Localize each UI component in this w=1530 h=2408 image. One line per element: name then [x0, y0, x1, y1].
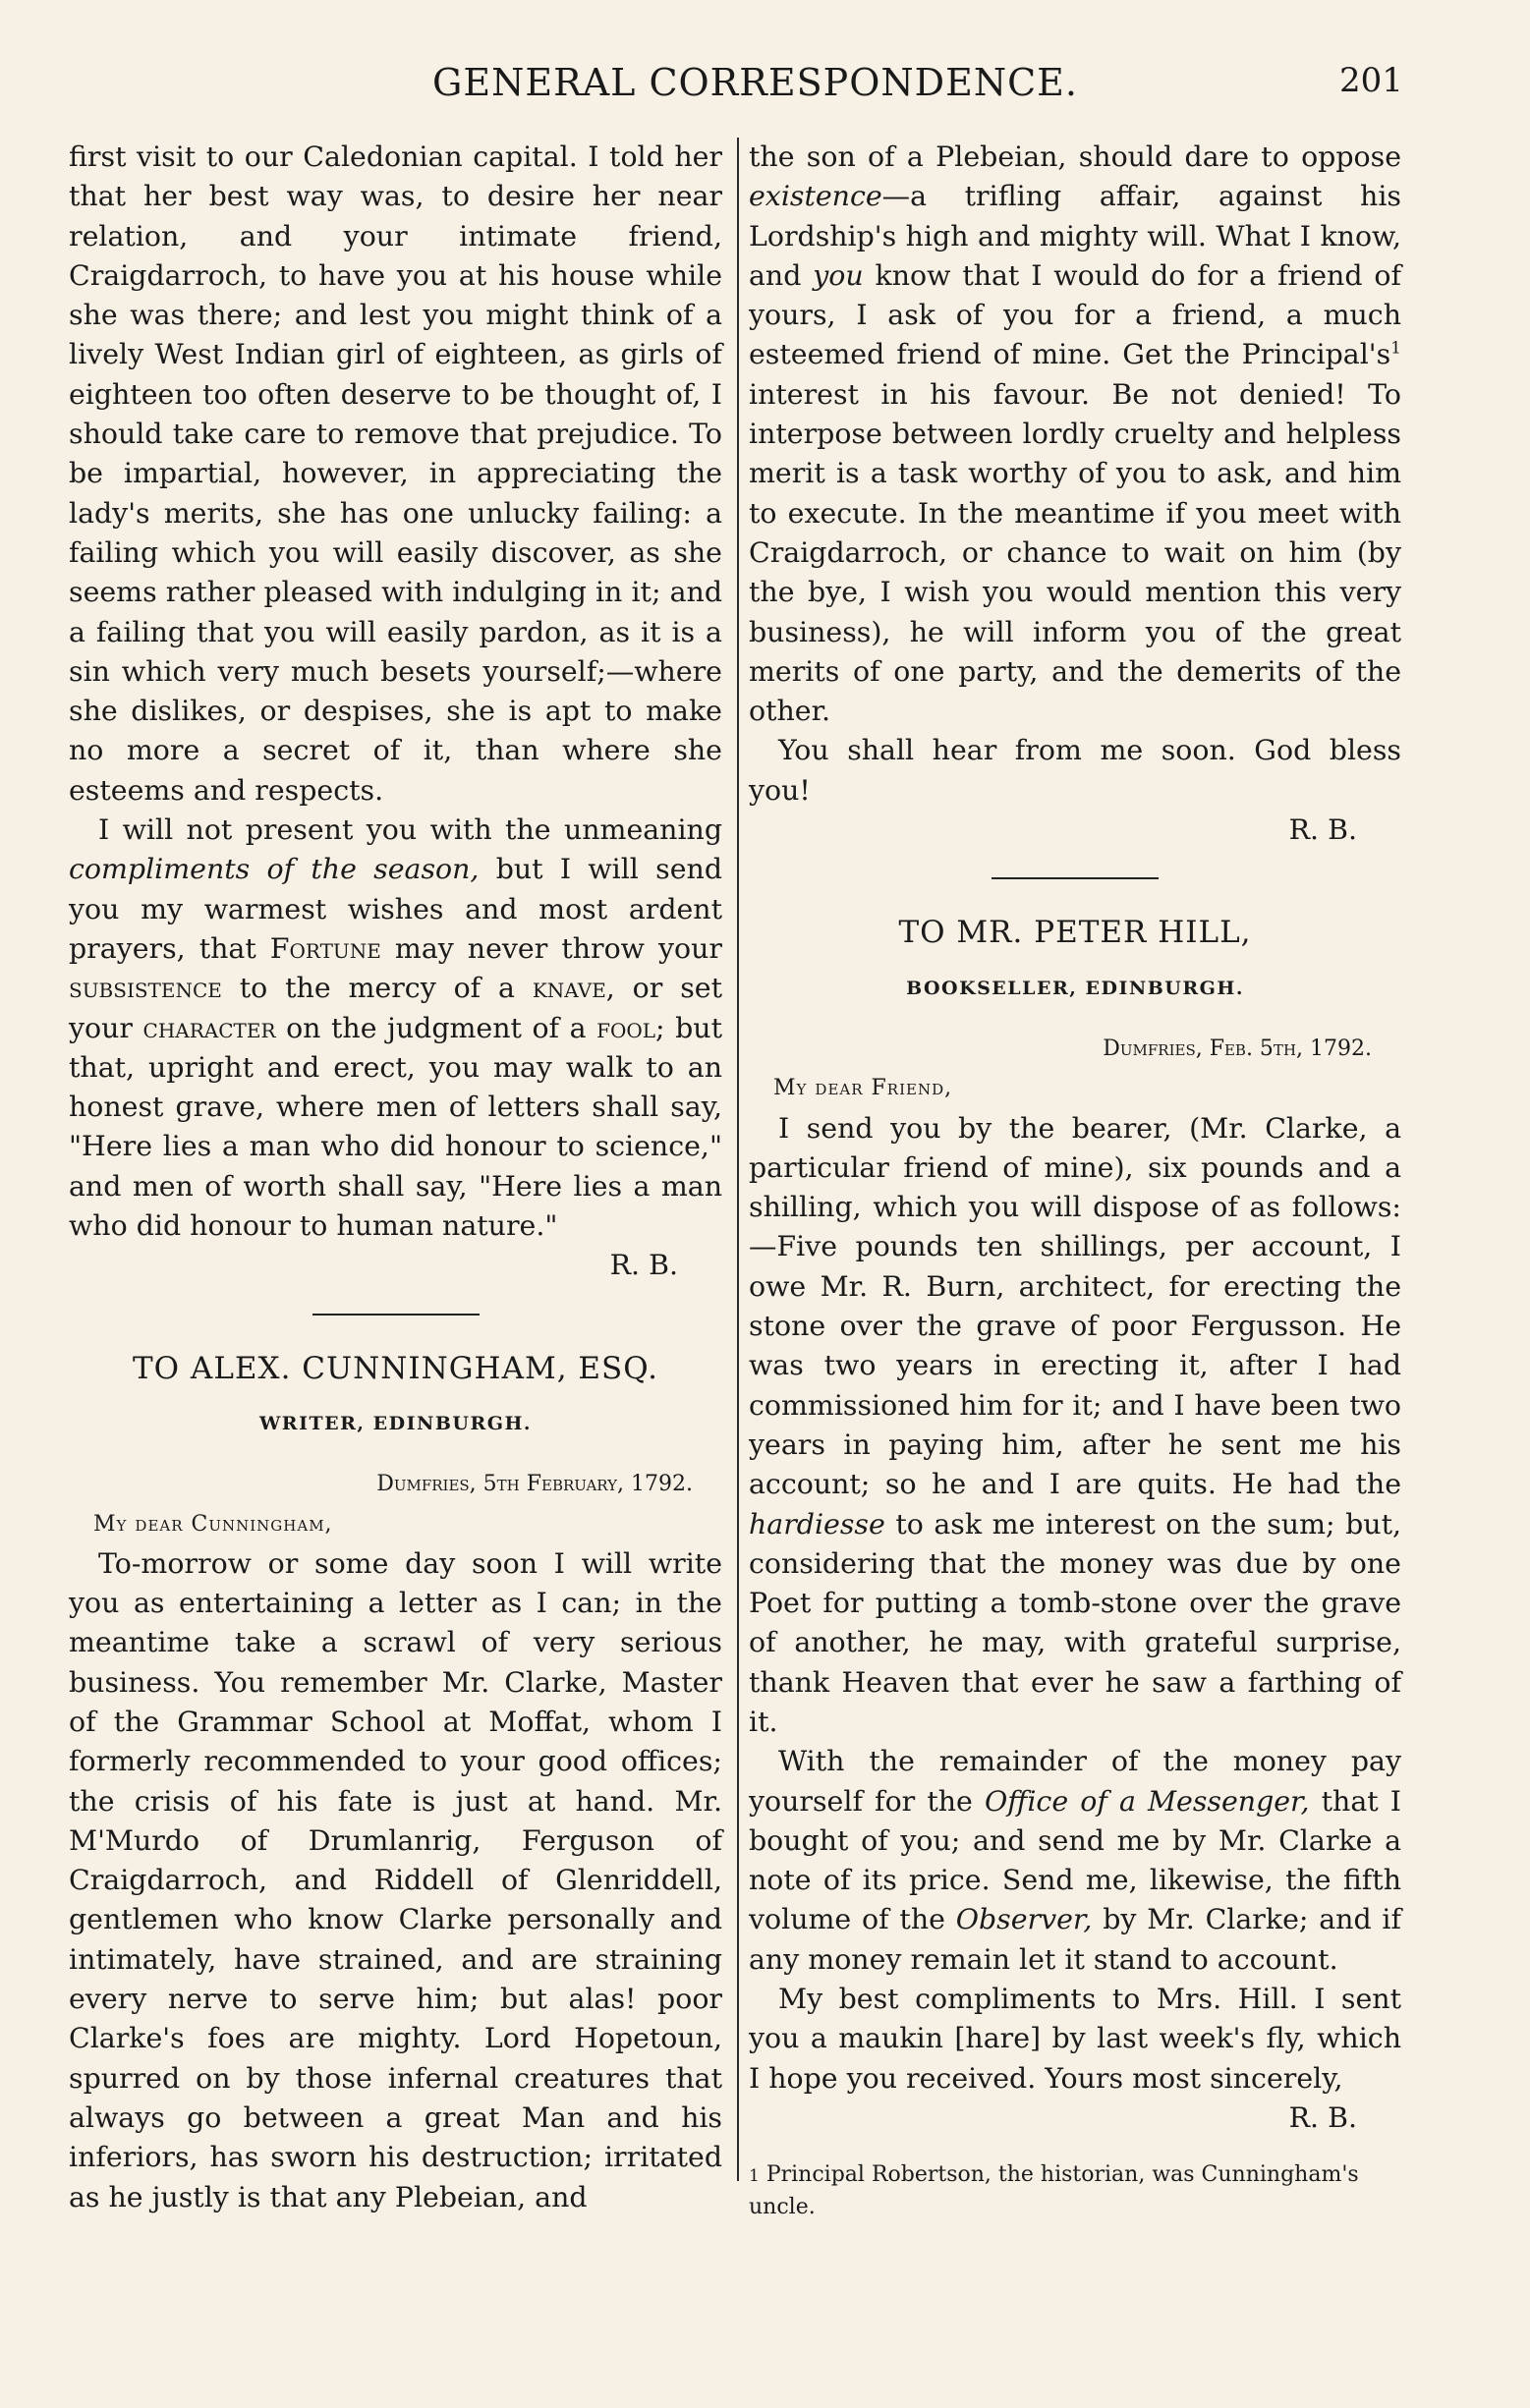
letter-subheading: WRITER, EDINBURGH. [258, 1412, 533, 1434]
letter-body: To-morrow or some day soon I will write you as entertaining a letter as I can; in the meantime take a scrawl of very serious business. You remember Mr. Clarke, Master of the Grammar School at Moffat, whom I formerly recommended to your good offices; the crisis of his fate is just at hand. Mr. M'Murdo of Drumlanrig, Ferguson of Craigdarroch, and Riddell of Glenriddell, gentlemen who know Clarke personally and intimately, have strained, and are straining every nerve to serve him; but alas! poor Clarke's foes are mighty. Lord Hopetoun, spurred on by those infernal creatures that always go between a great Man and his inferiors, has sworn his destruction; irritated as he justly is that any Plebeian, and [69, 1546, 722, 2213]
letter-salutation: My dear Friend, [773, 1076, 953, 1101]
page-number: 201 [1339, 61, 1403, 100]
letter-paragraph: I send you by the bearer, (Mr. Clarke, a particular friend of mine), six pounds and a shilling, which you will dispose of as follows: —Five pounds ten shillings, per account, I owe Mr. R. Burn, architect, for erecting the stone over the grave of poor Fergusson. He was two years in erecting it, after I had commissioned him for it; and I have been two years in paying him, after he sent me his account; so he and I are quits. He had the hardiesse to ask me interest on the sum; but, considering that the money was due by one Poet for putting a tomb-stone over the grave of another, he may, with grateful surprise, thank Heaven that ever he saw a farthing of it. [749, 1111, 1401, 1738]
letter-dateline: Dumfries, Feb. 5th, 1792. [1103, 1036, 1372, 1061]
letter-salutation: My dear Cunningham, [93, 1511, 333, 1537]
letter-subheading: BOOKSELLER, EDINBURGH. [906, 977, 1244, 999]
signature: R. B. [1288, 2100, 1357, 2134]
letter-paragraph: With the remainder of the money pay yourself for the Office of a Messenger, that I bought of you; and send me by Mr. Clarke a note of its price. Send me, likewise, the fifth volume of the Observer, by Mr. Clarke; and if any money remain let it stand to account. [749, 1745, 1401, 1976]
season-wishes-paragraph: I will not present you with the unmeaning compliments of the season, but I will send you my warmest wishes and most ardent prayers, that Fortune may never throw your subsistence to the mercy of a knave, or set your character on the judgment of a fool; but that, upright and erect, you may walk to an honest grave, where men of letters shall say, "Here lies a man who did honour to science," and men of worth shall say, "Here lies a man who did honour to human nature." [69, 813, 722, 1243]
running-head-title: GENERAL CORRESPONDENCE. [432, 61, 1078, 104]
right-column [749, 138, 1401, 2222]
left-column [69, 138, 722, 2217]
letter-heading: TO ALEX. CUNNINGHAM, ESQ. [132, 1350, 659, 1386]
column-divider [737, 138, 739, 2181]
footnote-text: Principal Robertson, the historian, was Cunningham's uncle. [749, 2162, 1359, 2220]
running-head [0, 61, 1530, 110]
closing-paragraph: You shall hear from me soon. God bless you! [749, 734, 1401, 807]
signature: R. B. [1288, 813, 1357, 847]
footnote-ref: 1 [1390, 339, 1401, 360]
letter-dateline: Dumfries, 5th February, 1792. [376, 1472, 693, 1497]
footnote-number: 1 [749, 2166, 760, 2187]
letter-heading: TO MR. PETER HILL, [898, 915, 1252, 951]
letter-paragraph: My best compliments to Mrs. Hill. I sent you a maukin [hare] by last week's fly, which I hope you received. Yours most sincerely, [749, 1983, 1401, 2095]
continuation-paragraph: the son of a Plebeian, should dare to oppose existence—a trifling affair, against his Lordship's high and mighty will. What I know, and you know that I would do for a friend of yours, I ask of you for a friend, a much esteemed friend of mine. Get the $Principal's^1$ interest in his favour. Be not denied! To interpose between lordly cruelty and helpless merit is a task worthy of you to ask, and him to execute. In the meantime if you meet with Craigdarroch, or chance to wait on him (by the bye, I wish you would mention this very business), he will inform you of the great merits of one party, and the demerits of the other. [749, 140, 1401, 728]
section-divider [992, 877, 1159, 879]
signature: R. B. [609, 1249, 678, 1282]
footnote [749, 2159, 1401, 2222]
continuation-paragraph: first visit to our Caledonian capital. I told her that her best way was, to desire her near relation, and your intimate friend, Craigdarroch, to have you at his house while she was there; and lest you might think of a lively West Indian girl of eighteen, as girls of eighteen too often deserve to be thought of, I should take care to remove that prejudice. To be impartial, however, in appreciating the lady's merits, she has one unlucky failing: a failing which you will easily discover, as she seems rather pleased with indulging in it; and a failing that you will easily pardon, as it is a sin which very much besets yourself;—where she dislikes, or despises, she is apt to make no more a secret of it, than where she esteems and respects. [69, 140, 722, 807]
section-divider [312, 1314, 480, 1316]
